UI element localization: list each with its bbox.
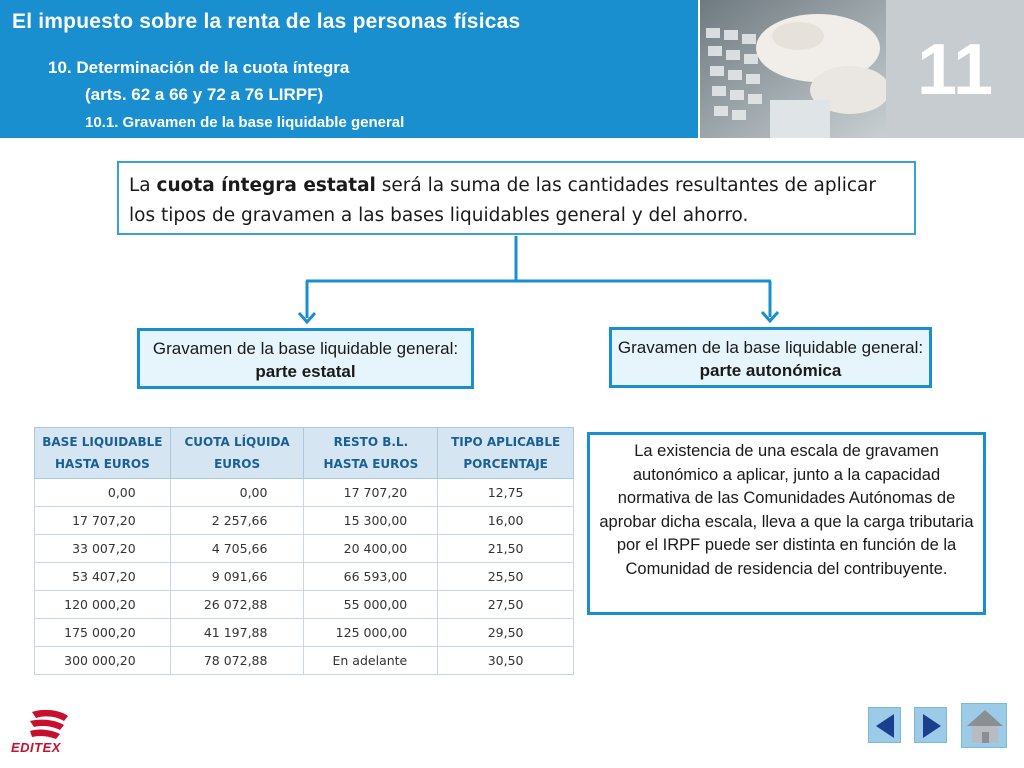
table-row (35, 591, 574, 619)
cell-base: 0,00 (35, 479, 171, 507)
branch-state-box (137, 328, 474, 389)
section-articles: (arts. 62 a 66 y 72 a 76 LIRPF) (85, 85, 324, 104)
header-cuota-liquida: CUOTA LÍQUIDA EUROS (170, 428, 304, 479)
next-slide-button[interactable] (914, 707, 947, 743)
cell-tipo: 25,50 (438, 563, 574, 591)
editex-logo-text: EDITEX (11, 740, 61, 755)
previous-slide-button[interactable] (868, 707, 901, 743)
table-row (35, 563, 574, 591)
table-row (35, 647, 574, 675)
cell-base: 120 000,20 (35, 591, 171, 619)
home-icon (962, 704, 1008, 749)
cell-tipo: 16,00 (438, 507, 574, 535)
regional-scale-note: La existencia de una escala de gravamen autonómico a aplicar, junto a la capacidad normativa de las Comunidades Autónomas de aprobar dicha escala, lleva a que la carga tributaria por el IRPF puede ser distinta en función de la Comunidad de residencia del contribuyente. (587, 432, 986, 615)
page-title: El impuesto sobre la renta de las personas físicas (12, 10, 521, 33)
table-header-row (35, 428, 574, 479)
subsection-title: 10.1. Gravamen de la base liquidable general (85, 114, 405, 131)
statement-suffix: será la suma de las cantidades resultantes de aplicar los tipos de gravamen a las bases liquidables general y del ahorro. (129, 175, 876, 226)
cell-resto: 55 000,00 (304, 591, 438, 619)
cell-base: 175 000,20 (35, 619, 171, 647)
cell-resto: 17 707,20 (304, 479, 438, 507)
branch-regional-text: Gravamen de la base liquidable general: (617, 338, 924, 357)
cell-tipo: 21,50 (438, 535, 574, 563)
cell-tipo: 29,50 (438, 619, 574, 647)
cell-base: 300 000,20 (35, 647, 171, 675)
table-row (35, 507, 574, 535)
cell-cuota: 2 257,66 (170, 507, 304, 535)
cell-base: 17 707,20 (35, 507, 171, 535)
cell-tipo: 30,50 (438, 647, 574, 675)
statement-prefix: La (129, 175, 157, 196)
cell-cuota: 9 091,66 (170, 563, 304, 591)
arrow-left-icon (869, 708, 902, 744)
cell-resto: 15 300,00 (304, 507, 438, 535)
table-row (35, 535, 574, 563)
cell-cuota: 78 072,88 (170, 647, 304, 675)
cell-resto: 66 593,00 (304, 563, 438, 591)
cell-resto: En adelante (304, 647, 438, 675)
cell-resto: 125 000,00 (304, 619, 438, 647)
header-resto-bl: RESTO B.L. HASTA EUROS (304, 428, 438, 479)
statement-bold: cuota íntegra estatal (156, 175, 376, 196)
unit-number: 11 (916, 30, 994, 110)
cell-base: 33 007,20 (35, 535, 171, 563)
cell-base: 53 407,20 (35, 563, 171, 591)
tax-scale-table (34, 427, 574, 675)
cell-cuota: 41 197,88 (170, 619, 304, 647)
header-base-liquidable: BASE LIQUIDABLE HASTA EUROS (35, 428, 171, 479)
home-button[interactable] (961, 703, 1007, 748)
branch-regional-box (609, 327, 932, 388)
branch-state-text: Gravamen de la base liquidable general: (152, 339, 459, 358)
cell-cuota: 0,00 (170, 479, 304, 507)
table-row (35, 479, 574, 507)
header-tipo-aplicable: TIPO APLICABLE PORCENTAJE (438, 428, 574, 479)
cell-cuota: 26 072,88 (170, 591, 304, 619)
branch-regional-bold: parte autonómica (699, 361, 842, 380)
cell-cuota: 4 705,66 (170, 535, 304, 563)
section-title: 10. Determinación de la cuota íntegra (48, 58, 350, 77)
arrow-right-icon (915, 708, 948, 744)
table-row (35, 619, 574, 647)
cell-tipo: 27,50 (438, 591, 574, 619)
cell-resto: 20 400,00 (304, 535, 438, 563)
branch-state-bold: parte estatal (255, 362, 356, 381)
cell-tipo: 12,75 (438, 479, 574, 507)
